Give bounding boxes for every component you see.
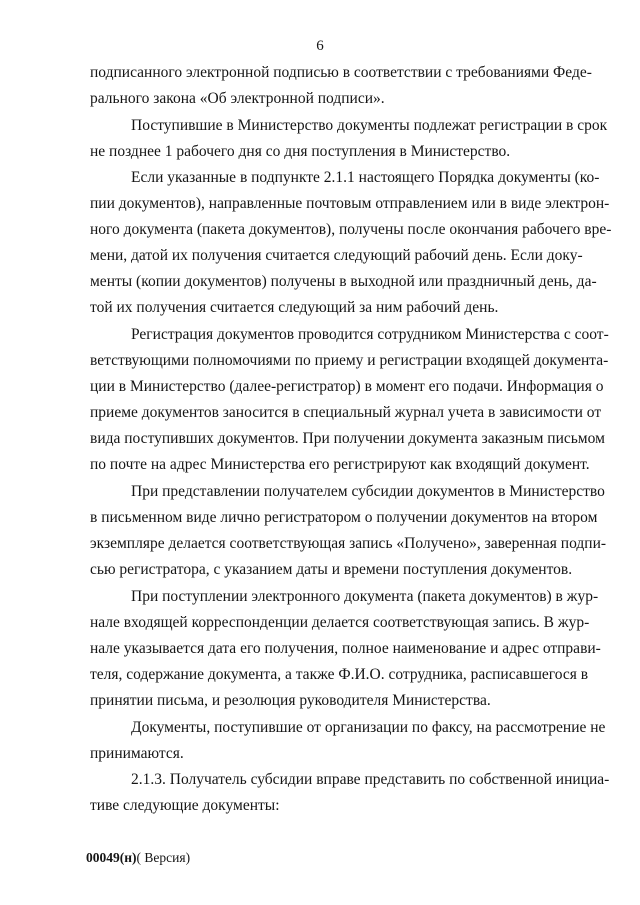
footer-version: ( Версия) <box>136 850 191 865</box>
text-line: не позднее 1 рабочего дня со дня поступления в Министерство. <box>90 143 511 160</box>
text-line: Регистрация документов проводится сотрудником Министерства с соот- <box>131 326 609 343</box>
text-line: теля, содержание документа, а также Ф.И.О. сотрудника, расписавшегося в <box>90 666 589 683</box>
text-line: мени, датой их получения считается следующий рабочий день. Если доку- <box>90 247 583 264</box>
text-line: ного документа (пакета документов), получены после окончания рабочего вре- <box>90 221 612 238</box>
text-line: Если указанные в подпункте 2.1.1 настоящего Порядка документы (ко- <box>131 169 600 186</box>
text-line: экземпляре делается соответствующая запись «Получено», заверенная подпи- <box>90 535 607 552</box>
text-line: При поступлении электронного документа (пакета документов) в жур- <box>131 588 599 605</box>
text-line: по почте на адрес Министерства его регистрируют как входящий документ. <box>90 456 590 473</box>
footer-code: 00049(н) <box>86 850 137 865</box>
text-line: нале указывается дата его получения, полное наименование и адрес отправи- <box>90 640 601 657</box>
text-line: Документы, поступившие от организации по факсу, на рассмотрение не <box>131 719 606 736</box>
text-line: ветствующими полномочиями по приему и регистрации входящей документа- <box>90 352 609 369</box>
text-line: менты (копии документов) получены в выходной или праздничный день, да- <box>90 273 597 290</box>
text-line: нале входящей корреспонденции делается соответствующая запись. В жур- <box>90 614 590 631</box>
text-line: тиве следующие документы: <box>90 797 280 814</box>
text-line: При представлении получателем субсидии документов в Министерство <box>131 483 605 500</box>
text-line: рального закона «Об электронной подписи». <box>90 90 385 107</box>
text-line: подписанного электронной подписью в соответствии с требованиями Феде- <box>90 64 592 81</box>
text-line: вида поступивших документов. При получении документа заказным письмом <box>90 430 605 447</box>
text-line: приеме документов заносится в специальный журнал учета в зависимости от <box>90 404 602 421</box>
text-line: в письменном виде лично регистратором о получении документов на втором <box>90 509 598 526</box>
text-line: принятии письма, и резолюция руководителя Министерства. <box>90 692 491 709</box>
text-line: пии документов), направленные почтовым отправлением или в виде электрон- <box>90 195 610 212</box>
text-line: принимаются. <box>90 745 184 762</box>
page-number: 6 <box>316 38 324 54</box>
text-line: 2.1.3. Получатель субсидии вправе представить по собственной инициа- <box>131 771 610 788</box>
document-footer <box>86 850 190 866</box>
text-line: сью регистратора, с указанием даты и времени поступления документов. <box>90 561 573 578</box>
text-line: той их получения считается следующий за ним рабочий день. <box>90 299 499 316</box>
text-line: ции в Министерство (далее-регистратор) в момент его подачи. Информация о <box>90 378 604 395</box>
text-line: Поступившие в Министерство документы подлежат регистрации в срок <box>131 117 608 134</box>
